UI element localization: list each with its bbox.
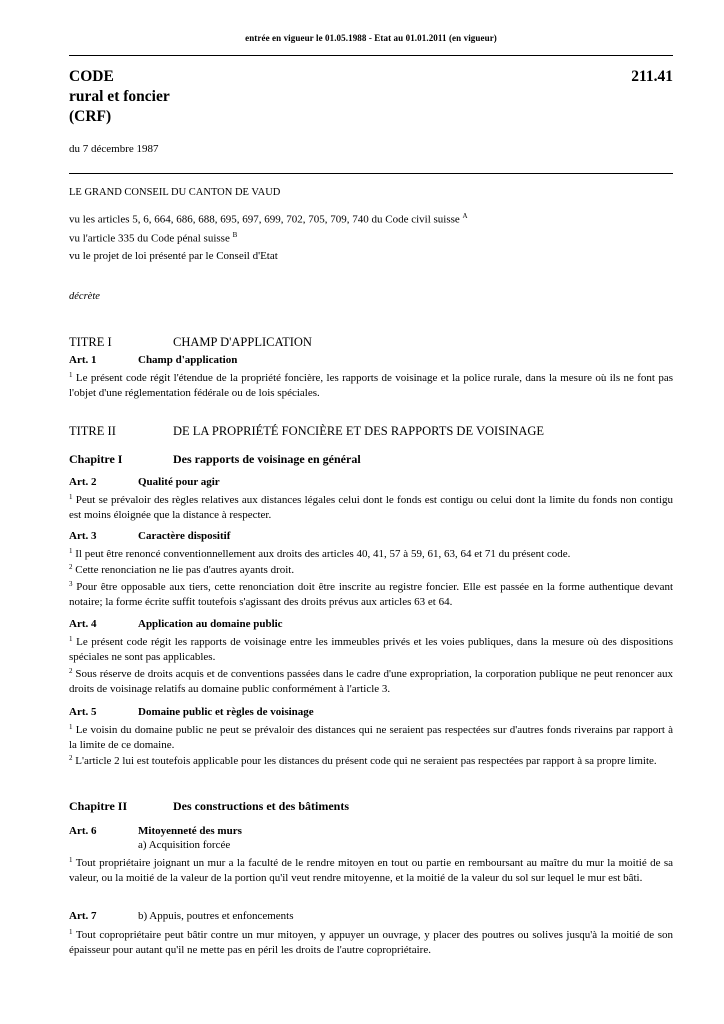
- alinea-number: 1: [69, 723, 73, 731]
- alinea-number: 1: [69, 371, 73, 379]
- art-5-title: Domaine public et règles de voisinage: [138, 706, 314, 718]
- alinea-text: Tout propriétaire joignant un mur a la faculté de le rendre mitoyen en tout ou partie en remboursant au maître du mur la moitié de sa valeur, ou la moitié de la valeur de la portion qu'il veut rendre mitoyenne, et la moitié de la valeur du sol sur lequel le mur est bâti.: [69, 857, 673, 885]
- art-4-alinea-1: [69, 635, 673, 666]
- titre-2-name: DE LA PROPRIÉTÉ FONCIÈRE ET DES RAPPORTS DE VOISINAGE: [173, 424, 545, 438]
- alinea-number: 2: [69, 667, 73, 675]
- art-2-alinea-1: [69, 493, 673, 524]
- art-7-heading: [69, 910, 294, 922]
- alinea-number: 1: [69, 928, 73, 936]
- titre-1-name: CHAMP D'APPLICATION: [173, 335, 312, 349]
- code-number: 211.41: [631, 68, 673, 85]
- alinea-text: L'article 2 lui est toutefois applicable pour les distances du présent code qui ne seraient pas respectées par rapport à sa propre limite.: [75, 755, 657, 767]
- preamble-vu-2: [69, 231, 237, 245]
- art-4-heading: [69, 618, 283, 630]
- code-title-line1: CODE: [69, 68, 114, 85]
- art-7-alinea-1: [69, 928, 673, 959]
- art-5-alinea-2: [69, 754, 673, 769]
- preamble-vu-2-text: vu l'article 335 du Code pénal suisse: [69, 232, 230, 245]
- chapitre-1-name: Des rapports de voisinage en général: [173, 452, 361, 466]
- code-title-line2: rural et foncier: [69, 88, 170, 105]
- alinea-text: Cette renonciation ne lie pas d'autres ayants droit.: [75, 564, 295, 576]
- art-2-heading: [69, 476, 220, 488]
- preamble-vu-1-text: vu les articles 5, 6, 664, 686, 688, 695, 697, 699, 702, 705, 709, 740 du Code civil suisse: [69, 213, 460, 226]
- code-title: [69, 67, 170, 127]
- alinea-number: 2: [69, 754, 73, 762]
- art-6-alinea-1: [69, 856, 673, 887]
- title-divider: [69, 173, 673, 174]
- titre-1-number: TITRE I: [69, 335, 112, 349]
- art-5-heading: [69, 706, 314, 718]
- alinea-text: Le voisin du domaine public ne peut se prévaloir des distances qui ne seraient pas respectées sur d'autres fonds riverains par rapport à la limite de ce domaine.: [69, 724, 673, 752]
- art-3-number: Art. 3: [69, 530, 97, 542]
- art-6-title: Mitoyenneté des murs: [138, 825, 242, 837]
- art-5-number: Art. 5: [69, 706, 97, 718]
- art-1-alinea-1: [69, 371, 673, 402]
- footnote-ref-b: B: [232, 231, 238, 239]
- alinea-number: 2: [69, 563, 73, 571]
- art-6-heading: [69, 825, 242, 837]
- chapitre-2-heading: [69, 799, 349, 814]
- enactment-date: du 7 décembre 1987: [69, 143, 159, 155]
- alinea-text: Le présent code régit l'étendue de la propriété foncière, les rapports de voisinage et la police rurale, dans la mesure où ils ne font pas l'objet d'une réglementation fédérale ou de lois spéciales.: [69, 372, 674, 400]
- art-3-title: Caractère dispositif: [138, 530, 231, 542]
- alinea-number: 1: [69, 635, 73, 643]
- chapitre-1-heading: [69, 452, 361, 467]
- chapitre-1-number: Chapitre I: [69, 452, 123, 466]
- titre-1-heading: [69, 335, 673, 350]
- alinea-text: Tout copropriétaire peut bâtir contre un mur mitoyen, y appuyer un ouvrage, y placer des poutres ou solives jusqu'à la moitié de son épaisseur pour autant qu'il ne mette pas en péril les droits de l'autre copropriétaire.: [69, 929, 673, 957]
- art-4-number: Art. 4: [69, 618, 97, 630]
- code-title-line3: (CRF): [69, 108, 112, 125]
- art-3-alinea-3: [69, 580, 673, 611]
- art-1-heading: [69, 354, 237, 366]
- art-1-title: Champ d'application: [138, 354, 238, 366]
- art-3-alinea-1: [69, 547, 673, 562]
- art-4-title: Application au domaine public: [138, 618, 283, 630]
- alinea-number: 1: [69, 547, 73, 555]
- decrete: décrète: [69, 291, 100, 302]
- art-5-alinea-1: [69, 723, 673, 754]
- titre-2-number: TITRE II: [69, 424, 116, 438]
- top-divider: [69, 55, 673, 56]
- art-2-title: Qualité pour agir: [138, 476, 220, 488]
- art-3-heading: [69, 530, 230, 542]
- art-6-number: Art. 6: [69, 825, 97, 837]
- art-6-subtitle: a) Acquisition forcée: [138, 839, 231, 851]
- art-7-number: Art. 7: [69, 910, 97, 922]
- preamble-authority: LE GRAND CONSEIL DU CANTON DE VAUD: [69, 187, 281, 198]
- alinea-number: 1: [69, 856, 73, 864]
- alinea-text: Le présent code régit les rapports de voisinage entre les immeubles privés et les voies publiques, dans la mesure où des dispositions spéciales ne sont pas applicables.: [69, 636, 673, 664]
- preamble-vu-3: vu le projet de loi présenté par le Conseil d'Etat: [69, 250, 278, 262]
- alinea-text: Sous réserve de droits acquis et de conventions passées dans le cadre d'une expropriation, la corporation publique ne peut renoncer aux droits de voisinage relatifs au domaine public conformément à l'article 3.: [69, 668, 673, 696]
- footnote-ref-a: A: [462, 212, 468, 220]
- alinea-text: Peut se prévaloir des règles relatives aux distances légales celui dont le fonds est contigu ou celui dont la limite du fonds non contigu est moins éloignée que la distance à respecter.: [69, 494, 674, 522]
- alinea-text: Il peut être renoncé conventionnellement aux droits des articles 40, 41, 57 à 59, 61, 63, 64 et 71 du présent code.: [75, 548, 571, 560]
- alinea-number: 1: [69, 493, 73, 501]
- art-1-number: Art. 1: [69, 354, 97, 366]
- titre-2-heading: [69, 424, 673, 439]
- alinea-number: 3: [69, 580, 73, 588]
- art-4-alinea-2: [69, 667, 673, 698]
- art-2-number: Art. 2: [69, 476, 97, 488]
- chapitre-2-number: Chapitre II: [69, 799, 128, 813]
- chapitre-2-name: Des constructions et des bâtiments: [173, 799, 349, 813]
- preamble-vu-1: [69, 212, 468, 226]
- art-7-title: b) Appuis, poutres et enfoncements: [138, 910, 294, 922]
- validity-header: entrée en vigueur le 01.05.1988 - Etat au 01.01.2011 (en vigueur): [245, 33, 497, 43]
- art-3-alinea-2: [69, 563, 673, 578]
- alinea-text: Pour être opposable aux tiers, cette renonciation doit être inscrite au registre foncier. Elle est passée en la forme authentique devant notaire; la forme écrite suffit toutefois s'agissant des droits prévus aux articles 63 et 64.: [69, 581, 674, 609]
